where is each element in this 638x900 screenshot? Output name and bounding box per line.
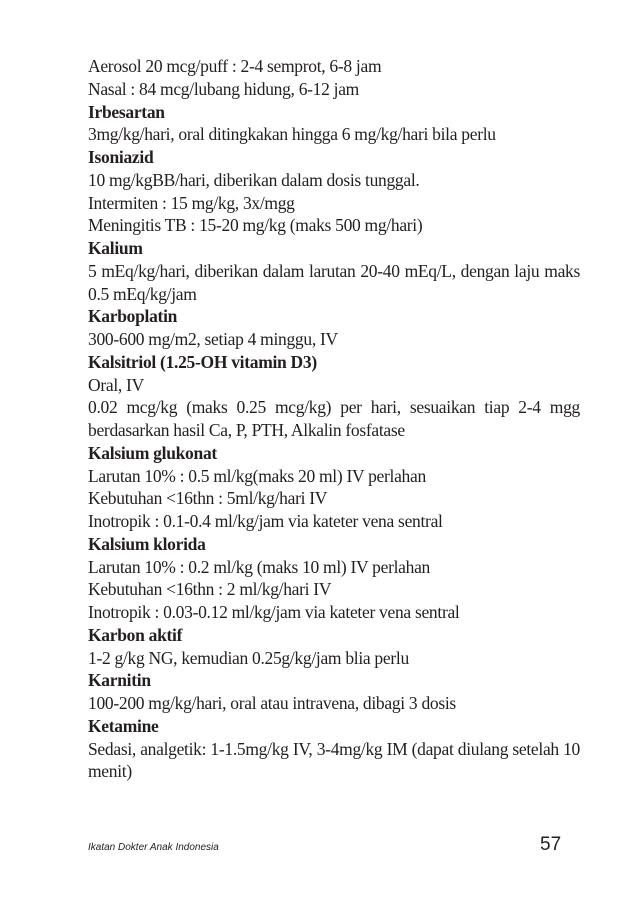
text-line: 10 mg/kgBB/hari, diberikan dalam dosis tunggal. [88,169,420,190]
text-line: Kebutuhan <16thn : 5ml/kg/hari IV [88,488,328,509]
text-line: Larutan 10% : 0.5 ml/kg(maks 20 ml) IV perlahan [88,465,426,486]
text-line: Oral, IV [88,374,144,395]
text-line: 100-200 mg/kg/hari, oral atau intravena, dibagi 3 dosis [88,693,456,713]
drug-heading: Karnitin [88,670,151,691]
drug-heading: Karboplatin [88,306,178,327]
text-line: Nasal : 84 mcg/lubang hidung, 6-12 jam [88,78,359,99]
text-line: Meningitis TB : 15-20 mg/kg (maks 500 mg/hari) [88,215,423,236]
text-line: Larutan 10% : 0.2 ml/kg (maks 10 ml) IV perlahan [88,556,431,577]
drug-heading: Ketamine [88,715,159,736]
text-line: Kebutuhan <16thn : 2 ml/kg/hari IV [88,579,332,600]
text-paragraph: 5 mEq/kg/hari, diberikan dalam larutan 20-40 mEq/L, dengan laju maks 0.5 mEq/kg/jam [88,260,580,304]
text-line: 3mg/kg/hari, oral ditingkakan hingga 6 mg/kg/hari bila perlu [88,124,496,145]
drug-heading: Kalsium klorida [88,533,206,554]
drug-heading: Kalsitriol (1.25-OH vitamin D3) [88,351,317,372]
drug-heading: Kalium [88,238,143,258]
footer-publisher: Ikatan Dokter Anak Indonesia [88,842,219,853]
page-content [88,55,580,783]
page-number: 57 [540,834,562,855]
drug-heading: Kalsium glukonat [88,442,217,463]
text-line: 1-2 g/kg NG, kemudian 0.25g/kg/jam blia perlu [88,647,409,668]
text-line: Intermiten : 15 mg/kg, 3x/mgg [88,192,295,213]
drug-heading: Karbon aktif [88,624,183,645]
text-line: Inotropik : 0.1-0.4 ml/kg/jam via kateter vena sentral [88,511,443,531]
text-line: 300-600 mg/m2, setiap 4 minggu, IV [88,329,338,349]
drug-heading: Isoniazid [88,147,154,167]
text-paragraph: Sedasi, analgetik: 1-1.5mg/kg IV, 3-4mg/kg IM (dapat diulang setelah 10 menit) [88,738,580,782]
drug-heading: Irbesartan [88,101,165,122]
text-paragraph: 0.02 mcg/kg (maks 0.25 mcg/kg) per hari, sesuaikan tiap 2-4 mgg berdasarkan hasil Ca, P, PTH, Alkalin fosfatase [88,397,580,440]
text-line: Aerosol 20 mcg/puff : 2-4 semprot, 6-8 jam [88,56,382,76]
text-line: Inotropik : 0.03-0.12 ml/kg/jam via kateter vena sentral [88,602,460,622]
